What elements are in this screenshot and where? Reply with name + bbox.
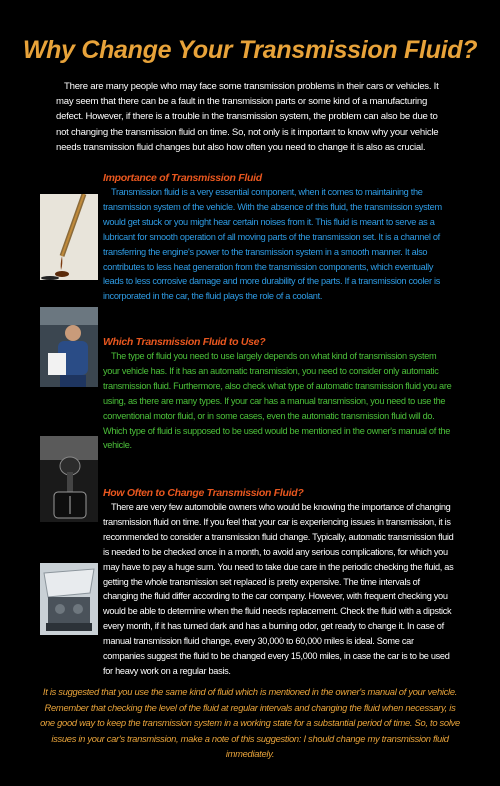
mechanic-photo	[40, 307, 98, 387]
section-heading: Which Transmission Fluid to Use?	[103, 336, 266, 348]
section-importance	[103, 172, 455, 304]
intro-paragraph	[56, 79, 448, 155]
dipstick-fluid-photo	[40, 194, 98, 280]
car-engine-photo	[40, 563, 98, 635]
section-which-fluid	[103, 336, 455, 453]
gear-shifter-photo	[40, 436, 98, 522]
section-body: There are very few automobile owners who would be knowing the importance of changing transmission fluid on time. If you feel that your car is experiencing issues in transmission, it is recommended to consider a transmission fluid change. Typically, automatic transmission fluid is needed to be checked once in a month, to avoid any serious complications, for which you may have to pay a huge sum. You need to take due care in the periodic checking the fluid, as getting the whole transmission set replaced is pretty expensive. The time intervals of changing the fluid differ according to the car company. However, with frequent checking you would be able to determine when the fluid needs replacement. Check the fluid with a dipstick every month, if it has turned dark and has a burning odor, get ready to change it. In case of manual transmission fluid change, every 30,000 to 60,000 miles is ideal. Some car companies suggest the fluid to be changed every 15,000 miles, in case the car is to be used for heavy work on a regular basis.	[103, 502, 454, 676]
section-heading: Importance of Transmission Fluid	[103, 172, 262, 184]
section-heading: How Often to Change Transmission Fluid?	[103, 487, 304, 499]
section-body: The type of fluid you need to use largely depends on what kind of transmission system your vehicle has. If it has an automatic transmission, you need to consider only automatic transmission fluid. Furthermore, also check what type of automatic transmission fluid you are using, as there are many types. If your car has a manual transmission, you need to use the conventional motor fluid, or in some cases, even the automatic transmission fluid will do. Which type of fluid is supposed to be used would be mentioned in the owner's manual of the vehicle.	[103, 351, 452, 451]
page-title: Why Change Your Transmission Fluid?	[22, 36, 478, 64]
intro-text: There are many people who may face some transmission problems in their cars or vehicles. It may seem that there can be a fault in the transmission parts or some kind of a manufacturing defect. However, if there is a trouble in the transmission system, the problem can also be due to not changing the transmission fluid on time. So, not only is it important to know why your vehicle needs transmission fluid changes but also how often you need to change it is also as crucial.	[56, 81, 439, 153]
section-body: Transmission fluid is a very essential component, when it comes to maintaining the transmission system of the vehicle. With the absence of this fluid, the transmission system would get stuck or you might hear certain noises from it. This fluid is meant to serve as a lubricant for smooth operation of all moving parts of the transmission set. It is a channel of transferring the engine's power to the transmission system in a smooth manner. It also contributes to less heat generation from the transmission components, which eventually leads to less corrosive damage and more durability of the parts. If a transmission cooler is incorporated in the car, the fluid plays the role of a coolant.	[103, 187, 442, 302]
footer-note: It is suggested that you use the same kind of fluid which is mentioned in the owner's manual of your vehicle. Remember that checking the level of the fluid at regular intervals and changing the fluid when necessary, is one good way to keep the transmission system in a working state for a substantial period of time. So, to solve issues in your car's transmission, make a note of this suggestion: I should change my transmission fluid immediately.	[40, 686, 460, 760]
section-how-often	[103, 487, 455, 679]
